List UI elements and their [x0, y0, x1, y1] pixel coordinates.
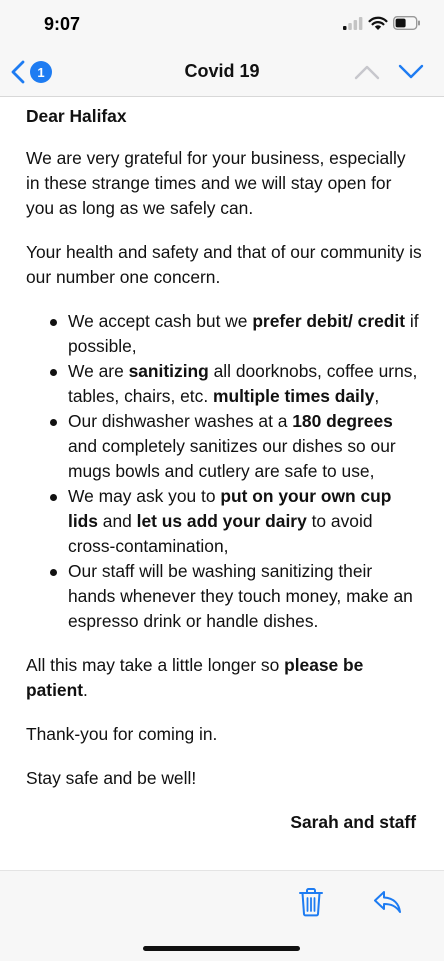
battery-icon [393, 16, 421, 30]
email-greeting: Dear Halifax [26, 106, 127, 126]
back-count-badge: 1 [30, 61, 52, 83]
navigation-bar [0, 48, 444, 97]
reply-icon[interactable] [372, 889, 402, 915]
email-signature: Sarah and staff [290, 812, 416, 832]
email-paragraph-4: Thank-you for coming in. [26, 724, 218, 744]
list-item: We accept cash but we prefer debit/ credit if possible, [50, 309, 422, 359]
chevron-up-icon[interactable] [353, 62, 381, 82]
email-bullet-list [26, 309, 422, 634]
email-paragraph-2: Your health and safety and that of our community is our number one concern. [26, 242, 422, 287]
list-item: We may ask you to put on your own cup lids and let us add your dairy to avoid cross-contamination, [50, 484, 422, 559]
email-paragraph-1: We are very grateful for your business, especially in these strange times and we will stay open for you as long as we safely can. [26, 148, 406, 218]
trash-icon[interactable] [298, 887, 324, 917]
home-indicator [143, 946, 300, 951]
email-paragraph-5: Stay safe and be well! [26, 768, 197, 788]
email-paragraph-3: All this may take a little longer so please be patient. [26, 655, 364, 700]
status-bar [0, 0, 444, 48]
list-item: Our staff will be washing sanitizing their hands whenever they touch money, make an espresso drink or handle dishes. [50, 559, 422, 634]
nav-title: Covid 19 [184, 61, 260, 81]
email-body [26, 104, 422, 835]
cellular-signal-icon [343, 17, 363, 30]
list-item: Our dishwasher washes at a 180 degrees and completely sanitizes our dishes so our mugs bowls and cutlery are safe to use, [50, 409, 422, 484]
list-item: We are sanitizing all doorknobs, coffee urns, tables, chairs, etc. multiple times daily, [50, 359, 422, 409]
chevron-down-icon[interactable] [397, 62, 425, 82]
wifi-icon [368, 15, 388, 31]
status-time: 9:07 [44, 14, 81, 34]
bottom-toolbar [0, 870, 444, 961]
